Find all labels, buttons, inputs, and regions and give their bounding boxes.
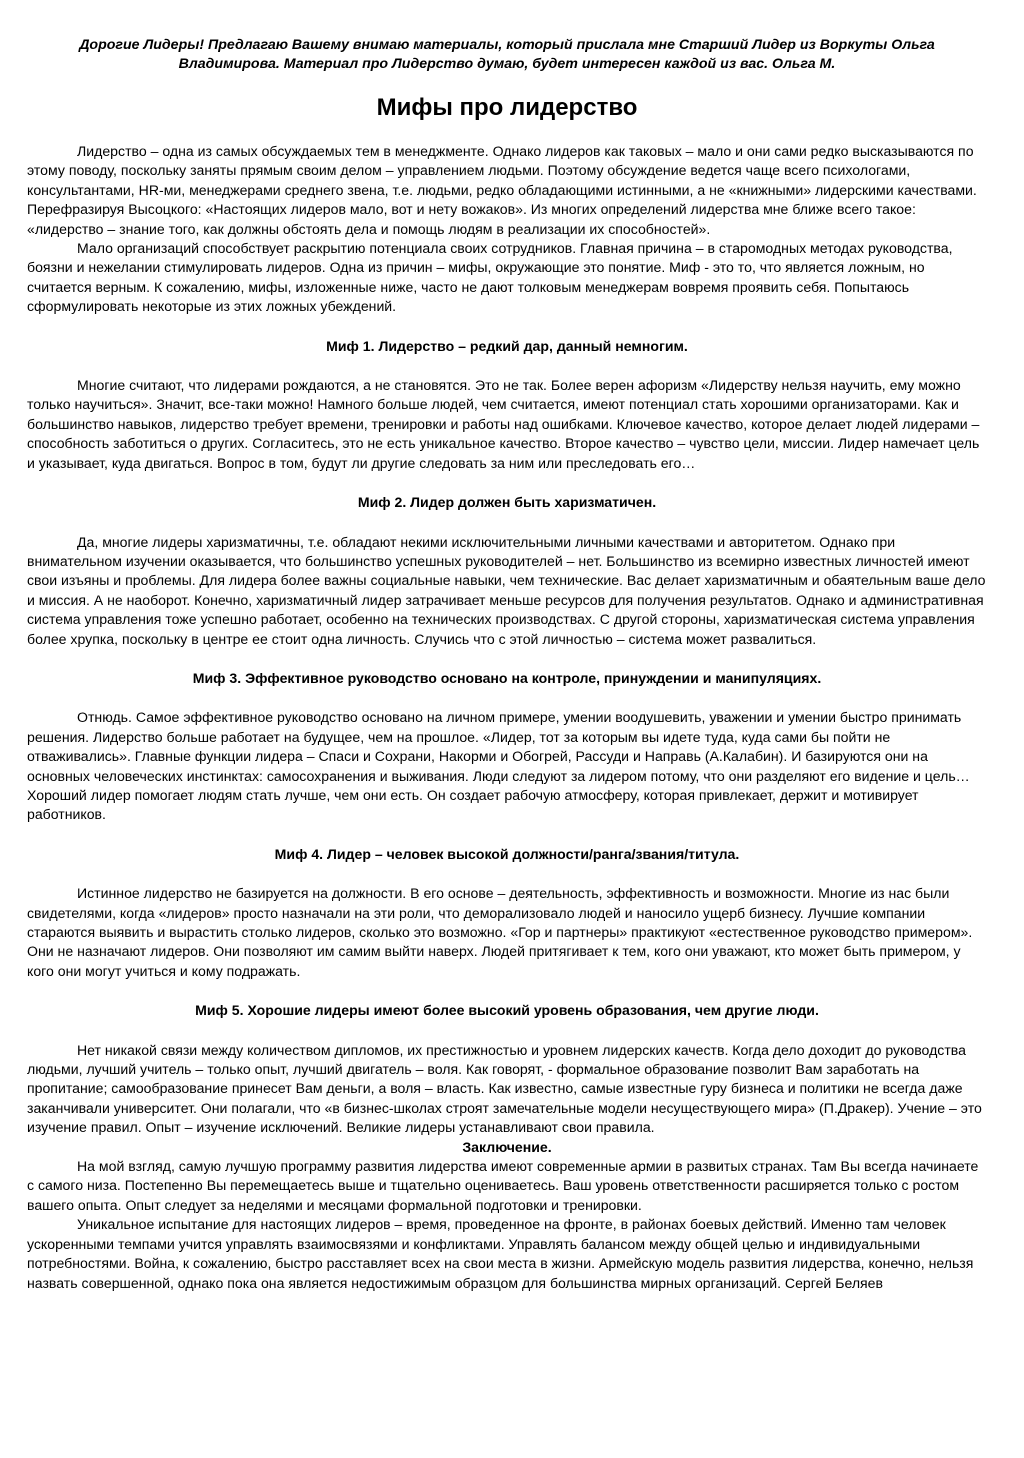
intro-note: Дорогие Лидеры! Предлагаю Вашему внимаю материалы, который прислала мне Старший Лидер из Воркуты Ольга Владимирова. Материал про Лидерство думаю, будет интересен каждой из вас. Ольга М.: [79, 37, 935, 72]
opening-paragraph-2: Мало организаций способствует раскрытию потенциала своих сотрудников. Главная причина – в старомодных методах руководства, боязни и нежелании стимулировать лидеров. Одна из причин – мифы, окружающие это понятие. Миф - это то, что является ложным, но считается верным. К сожалению, мифы, изложенные ниже, часто не дают толковым менеджерам вовремя проявить себя. Попытаюсь сформулировать некоторые из этих ложных убеждений.: [27, 240, 953, 315]
opening-paragraph-1: Лидерство – одна из самых обсуждаемых тем в менеджменте. Однако лидеров как таковых – мало и они сами редко высказываются по этому поводу, поскольку заняты прямым своим делом – управлением людьми. Поэтому обсуждение ведется чаще всего психологами, консультантами, HR-ми, менеджерами среднего звена, т.е. людьми, редко обладающими истинными, а не «книжными» лидерскими качествами. Перефразируя Высоцкого: «Настоящих лидеров мало, вот и нету вожаков». Из многих определений лидерства мне ближе всего такое: «лидерство – знание того, как должны обстоять дела и помощь людям в реализации их способностей».: [27, 143, 977, 237]
myth-2-paragraph: Да, многие лидеры харизматичны, т.е. обладают некими исключительными личными качествами и авторитетом. Однако при внимательном изучении оказывается, что большинство успешных руководителей – нет. Большинство из всемирно известных личностей имеют свои изъяны и проблемы. Для лидера более важны социальные навыки, чем технические. Вас делает харизматичным и обаятельным ваше дело и миссия. А не наоборот. Конечно, харизматичный лидер затрачивает меньше ресурсов для получения результатов. Однако и административная система управления тоже успешно работает, особенно на технических производствах. С другой стороны, харизматическая система управления более хрупка, поскольку в центре ее стоит одна личность. Случись что с этой личностью – система может развалиться.: [27, 533, 986, 647]
myth-3-paragraph: Отнюдь. Самое эффективное руководство основано на личном примере, умении воодушевить, уважении и умении быстро принимать решения. Лидерство больше работает на будущее, чем на прошлое. «Лидер, тот за которым вы идете туда, куда сами бы пойти не отваживались». Главные функции лидера – Спаси и Сохрани, Накорми и Обогрей, Рассуди и Направь (А.Калабин). И базируются они на основных человеческих инстинктах: самосохранения и выживания. Люди следуют за лидером потому, что они разделяют его видение и цель… Хороший лидер помогает людям стать лучше, чем они есть. Он создает рабочую атмосферу, которая привлекает, держит и мотивирует работников.: [27, 709, 970, 823]
myth-5-heading: Миф 5. Хорошие лидеры имеют более высокий уровень образования, чем другие люди.: [195, 1002, 819, 1019]
myth-1-paragraph: Многие считают, что лидерами рождаются, а не становятся. Это не так. Более верен афоризм «Лидерству нельзя научить, ему можно только научиться». Значит, все-таки можно! Намного больше людей, чем считается, имеют потенциал стать хорошими организаторами. Как и большинство навыков, лидерство требует времени, тренировки и работы над ошибками. Ключевое качество, которое делает людей лидерами – способность заботиться о других. Согласитесь, это не есть уникальное качество. Второе качество – чувство цели, миссии. Лидер намечает цель и указывает, куда двигаться. Вопрос в том, будут ли другие следовать за ним или преследовать его…: [27, 377, 980, 471]
conclusion-heading: Заключение.: [462, 1138, 552, 1155]
myth-3-heading: Миф 3. Эффективное руководство основано на контроле, принуждении и манипуляциях.: [192, 669, 822, 686]
conclusion-paragraph-2: Уникальное испытание для настоящих лидеров – время, проведенное на фронте, в районах боевых действий. Именно там человек ускоренными темпами учится управлять взаимосвязями и конфликтами. Управлять балансом между общей целью и индивидуальными потребностями. Война, к сожалению, быстро расставляет всех на свои места в жизни. Армейскую модель развития лидерства, конечно, нельзя назвать совершенной, однако пока она является недостижимым образцом для большинства мирных организаций. Сергей Беляев: [27, 1216, 974, 1291]
conclusion-paragraph-1: На мой взгляд, самую лучшую программу развития лидерства имеют современные армии в развитых странах. Там Вы всегда начинаете с самого низа. Постепенно Вы перемещаетесь выше и тщательно оцениваетесь. Ваш уровень ответственности расширяется только с ростом вашего опыта. Опыт следует за неделями и месяцами формальной подготовки и тренировки.: [27, 1158, 979, 1213]
myth-2-heading: Миф 2. Лидер должен быть харизматичен.: [357, 494, 657, 511]
myth-5-paragraph: Нет никакой связи между количеством дипломов, их престижностью и уровнем лидерских качеств. Когда дело доходит до руководства людьми, лучший учитель – только опыт, лучший двигатель – воля. Как говорят, - формальное образование позволит Вам заработать на пропитание; самообразование принесет Вам деньги, а воля – власть. Как известно, самые известные гуру бизнеса и политики не всегда даже заканчивали университет. Они полагали, что «в бизнес-школах строят замечательные модели несуществующего мира» (П.Дракер). Учение – это изучение правил. Опыт – изучение исключений. Великие лидеры устанавливают свои правила.: [27, 1041, 982, 1136]
myth-4-heading: Миф 4. Лидер – человек высокой должности/ранга/звания/титула.: [274, 845, 740, 862]
page-title: Мифы про лидерство: [376, 94, 638, 121]
document-page: [27, 36, 987, 1293]
myth-4-paragraph: Истинное лидерство не базируется на должности. В его основе – деятельность, эффективность и возможности. Многие из нас были свидетелями, когда «лидеров» просто назначали на эти роли, что деморализовало людей и наносило ущерб бизнесу. Лучшие компании стараются выявить и вырастить столько лидеров, сколько это возможно. «Гор и партнеры» практикуют «естественное руководство примером». Они не назначают лидеров. Они позволяют им самим выйти наверх. Людей притягивает к тем, кого они уважают, кто может быть примером, у кого они могут учиться и кому подражать.: [27, 885, 973, 979]
myth-1-heading: Миф 1. Лидерство – редкий дар, данный немногим.: [326, 337, 688, 354]
